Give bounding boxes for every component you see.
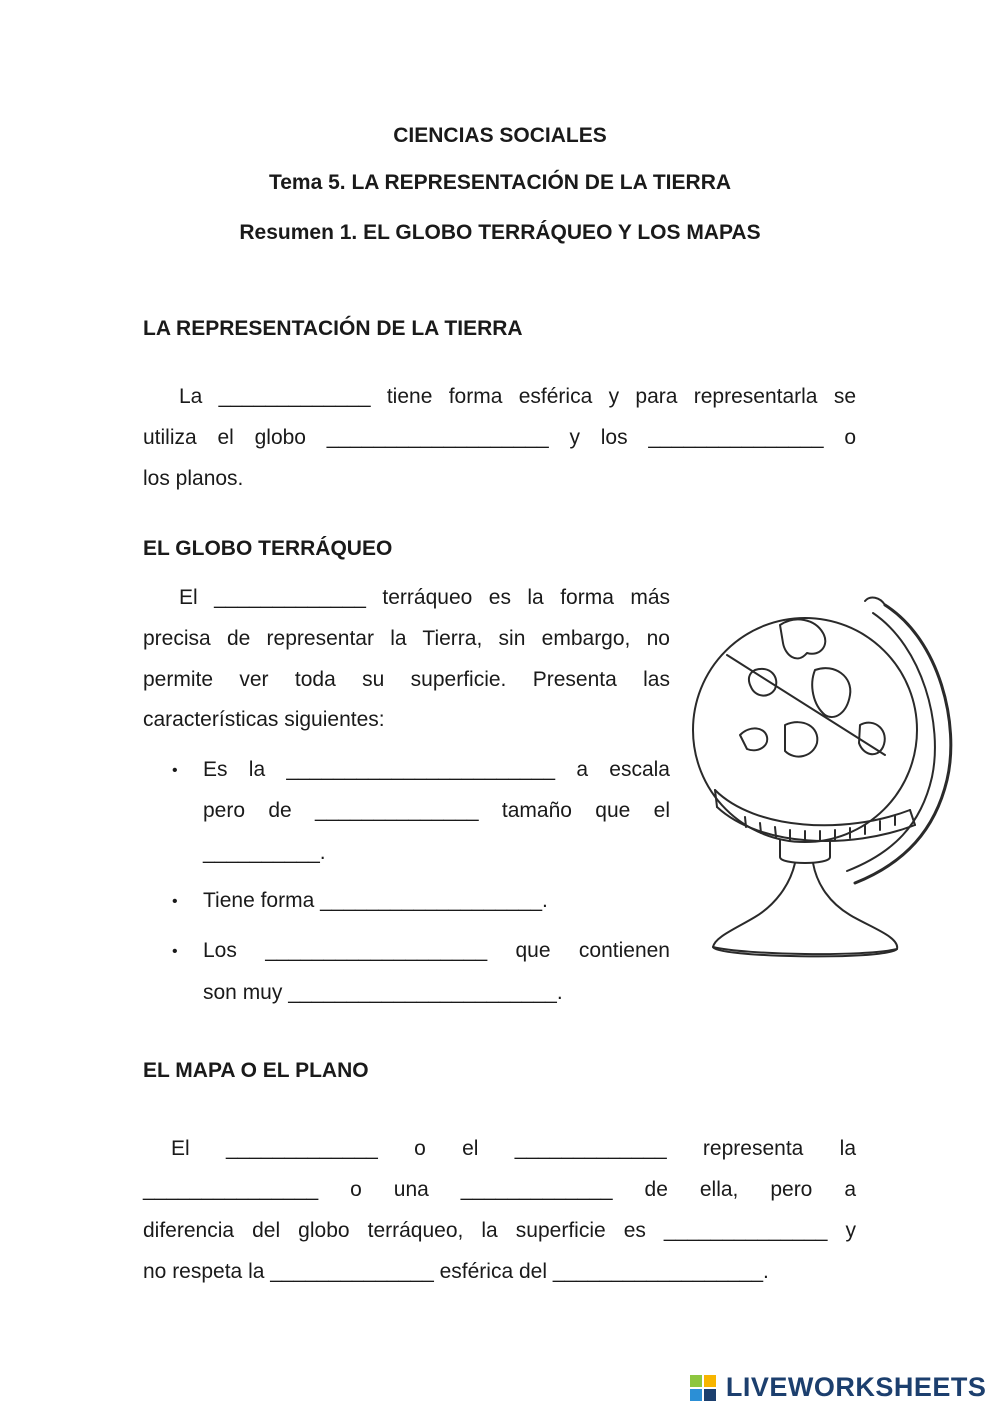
liveworksheets-badge-icon: [690, 1375, 716, 1401]
continent-shape: [812, 668, 850, 717]
subject-title: CIENCIAS SOCIALES: [393, 124, 607, 147]
bullet-line: Tiene forma ___________________.: [203, 889, 548, 912]
paragraph-line: El _____________ terráqueo es la forma más: [179, 586, 670, 609]
section-heading-globo: EL GLOBO TERRÁQUEO: [143, 537, 393, 560]
bullet-line: __________.: [203, 841, 326, 864]
liveworksheets-wordmark: LIVEWORKSHEETS: [725, 1372, 987, 1402]
globe-illustration: [685, 585, 960, 965]
continent-shape: [780, 619, 825, 658]
paragraph-line: precisa de representar la Tierra, sin embargo, no: [143, 627, 670, 650]
badge-square-green: [690, 1375, 702, 1387]
bullet-line: Los ___________________ que contienen: [203, 939, 670, 962]
bullet-marker: •: [172, 893, 178, 910]
bullet-line: pero de ______________ tamaño que el: [203, 799, 670, 822]
badge-square-yellow: [704, 1375, 716, 1387]
continent-shape: [749, 669, 776, 696]
globe-axis-line: [727, 655, 885, 755]
bullet-line: son muy _______________________.: [203, 981, 563, 1004]
paragraph-line: utiliza el globo ___________________ y los _______________ o: [143, 426, 856, 449]
topic-title: Tema 5. LA REPRESENTACIÓN DE LA TIERRA: [268, 171, 732, 194]
continent-shape: [785, 722, 817, 756]
paragraph-line: características siguientes:: [143, 708, 385, 731]
paragraph-line: no respeta la ______________ esférica del __________________.: [143, 1260, 769, 1283]
section-heading-representacion: LA REPRESENTACIÓN DE LA TIERRA: [143, 317, 523, 340]
horizon-band-top: [715, 790, 910, 825]
badge-square-blue: [690, 1389, 702, 1401]
globe-stand-neck: [780, 840, 830, 863]
continent-shape: [859, 723, 885, 755]
paragraph-line: _______________ o una _____________ de ella, pero a: [143, 1178, 856, 1201]
continent-shape: [740, 728, 767, 750]
paragraph-line: los planos.: [143, 467, 244, 490]
badge-square-dark: [704, 1389, 716, 1401]
summary-title: Resumen 1. EL GLOBO TERRÁQUEO Y LOS MAPAS: [239, 221, 761, 244]
liveworksheets-logo: [690, 1372, 986, 1408]
paragraph-line: La _____________ tiene forma esférica y para representarla se: [179, 385, 856, 408]
section-heading-mapa: EL MAPA O EL PLANO: [143, 1059, 369, 1082]
paragraph-line: El _____________ o el _____________ representa la: [171, 1137, 856, 1160]
paragraph-line: diferencia del globo terráqueo, la superficie es ______________ y: [143, 1219, 856, 1242]
bullet-marker: •: [172, 762, 178, 779]
paragraph-line: permite ver toda su superficie. Presenta las: [143, 668, 670, 691]
bullet-line: Es la _______________________ a escala: [203, 758, 670, 781]
bullet-marker: •: [172, 943, 178, 960]
